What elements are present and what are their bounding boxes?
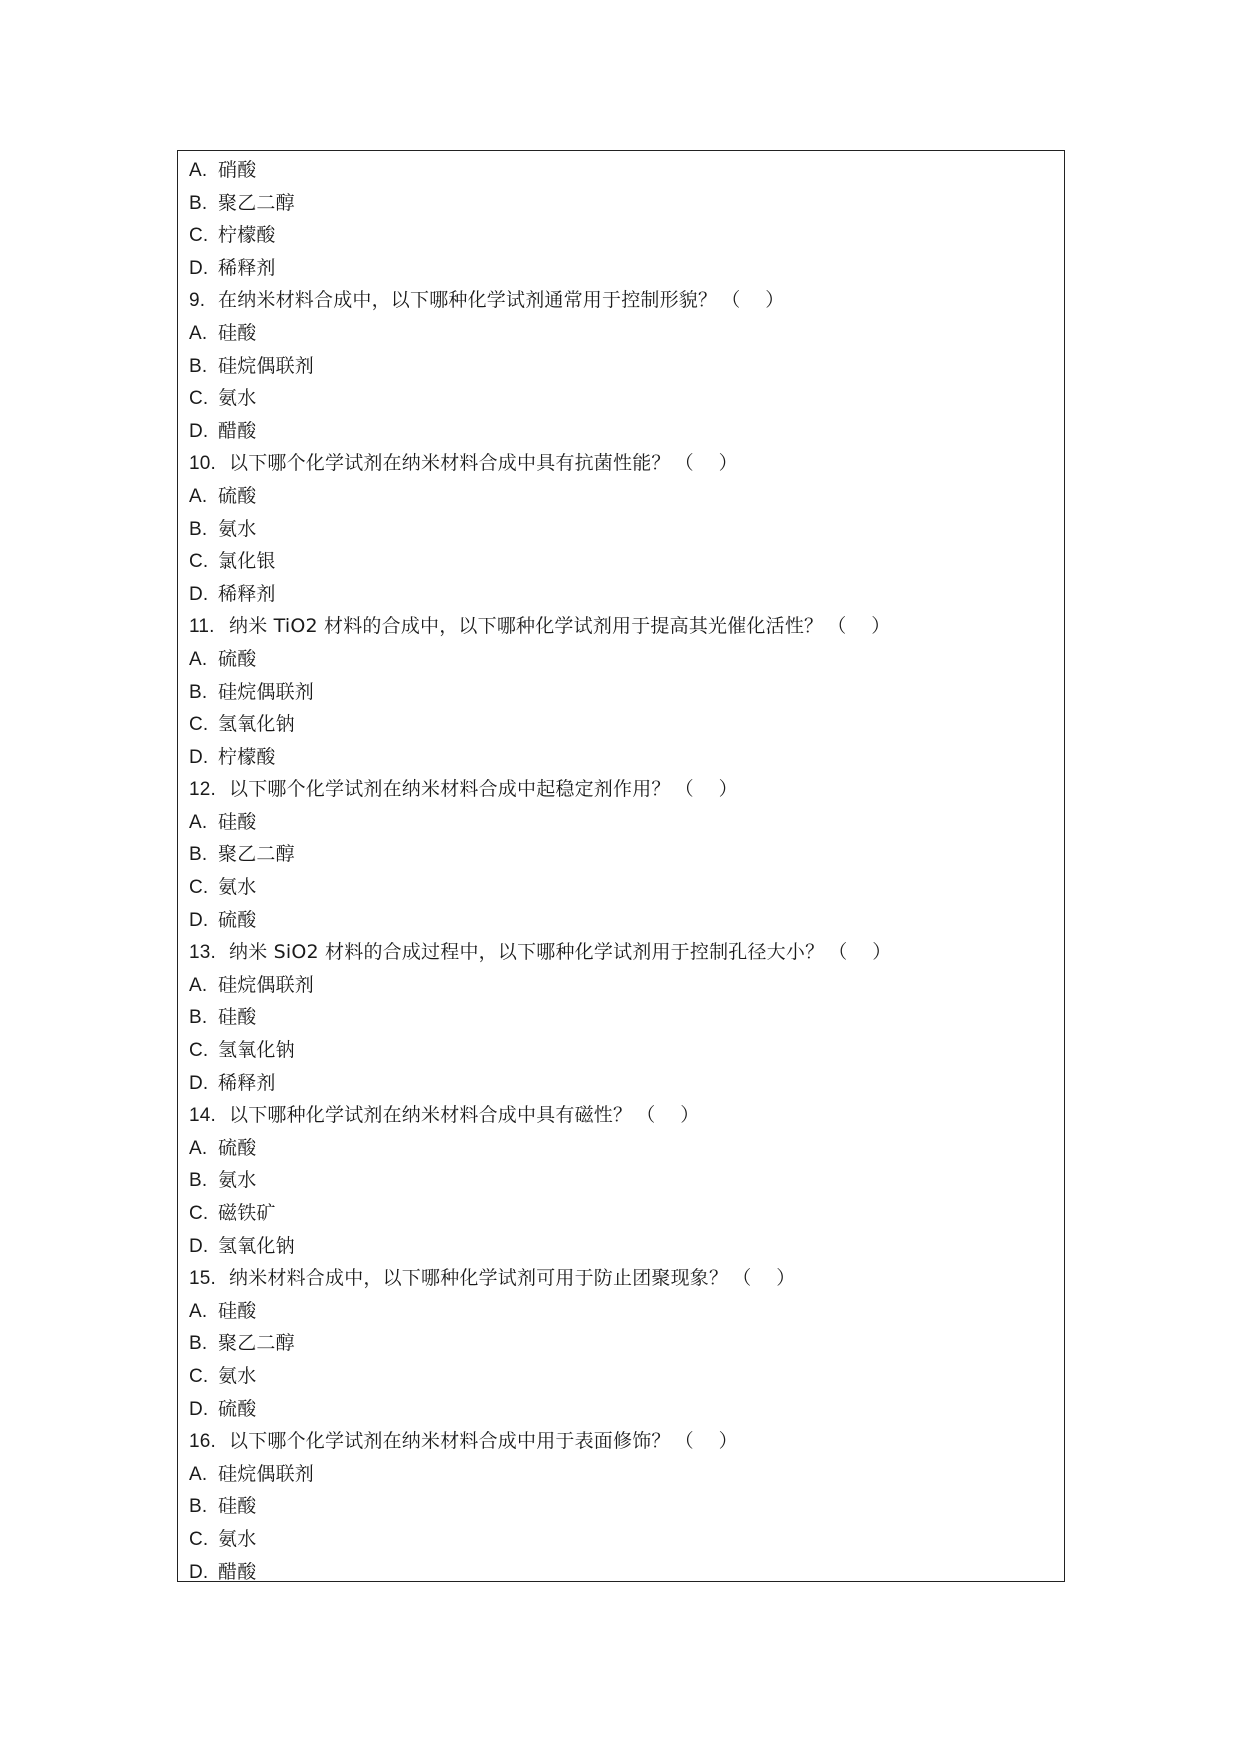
option-label: A. (189, 1463, 208, 1485)
question-number: 9. (189, 290, 206, 312)
answer-blank: （ ） (827, 615, 891, 638)
option-line (189, 350, 1059, 383)
option-line (189, 382, 1059, 415)
option-text: 稀释剂 (218, 1071, 276, 1094)
option-label: A. (189, 160, 208, 181)
option-label: D. (189, 583, 209, 605)
question-number: 13. (189, 942, 217, 964)
option-line (189, 187, 1059, 220)
option-label: A. (189, 1300, 208, 1322)
question-text: 以下哪个化学试剂在纳米材料合成中用于表面修饰？ (229, 1430, 671, 1453)
option-text: 氨水 (218, 387, 257, 410)
answer-blank: （ ） (636, 1104, 700, 1127)
option-text: 硅酸 (218, 1299, 257, 1322)
question-list (189, 154, 1059, 1588)
option-label: B. (189, 355, 208, 377)
option-label: C. (189, 1365, 209, 1387)
option-line (189, 643, 1059, 676)
question-number: 12. (189, 779, 217, 801)
option-text: 醋酸 (218, 1560, 257, 1583)
option-label: C. (189, 551, 209, 573)
option-text: 柠檬酸 (218, 745, 276, 768)
option-text: 硫酸 (218, 908, 257, 931)
question-16 (189, 1425, 1059, 1458)
option-text: 硅酸 (218, 321, 257, 344)
option-line (189, 1067, 1059, 1100)
option-line (189, 1001, 1059, 1034)
option-text: 稀释剂 (218, 256, 276, 279)
question-text: 纳米 SiO2 材料的合成过程中，以下哪种化学试剂用于控制孔径大小？ (229, 941, 825, 964)
option-label: D. (189, 420, 209, 442)
option-line (189, 480, 1059, 513)
option-line (189, 252, 1059, 285)
option-label: B. (189, 1007, 208, 1029)
option-text: 硝酸 (218, 159, 257, 181)
question-10 (189, 447, 1059, 480)
question-number: 10. (189, 453, 217, 475)
option-text: 硫酸 (218, 647, 257, 670)
question-text: 在纳米材料合成中，以下哪种化学试剂通常用于控制形貌？ (218, 289, 718, 312)
answer-blank: （ ） (828, 941, 892, 964)
option-text: 氢氧化钠 (218, 713, 295, 736)
question-text: 以下哪个化学试剂在纳米材料合成中起稳定剂作用？ (229, 778, 671, 801)
option-text: 硫酸 (218, 1136, 257, 1159)
option-label: D. (189, 1561, 209, 1583)
question-text: 以下哪个化学试剂在纳米材料合成中具有抗菌性能？ (229, 452, 671, 475)
option-label: D. (189, 1072, 209, 1094)
option-label: D. (189, 746, 209, 768)
option-text: 硅酸 (218, 810, 257, 833)
option-text: 氨水 (218, 1169, 257, 1192)
option-text: 磁铁矿 (218, 1202, 276, 1224)
option-label: B. (189, 844, 208, 866)
option-text: 聚乙二醇 (218, 191, 295, 214)
option-text: 硅烷偶联剂 (218, 973, 315, 996)
answer-blank: （ ） (674, 778, 738, 801)
option-line (189, 1132, 1059, 1165)
question-number: 11. (189, 616, 215, 638)
option-line (189, 871, 1059, 904)
option-label: A. (189, 485, 208, 507)
option-label: C. (189, 877, 209, 899)
option-label: B. (189, 1496, 208, 1518)
option-line (189, 1164, 1059, 1197)
question-14 (189, 1099, 1059, 1132)
option-line (189, 1197, 1059, 1230)
option-text: 柠檬酸 (218, 224, 276, 247)
option-label: B. (189, 681, 208, 703)
option-text: 稀释剂 (218, 582, 276, 605)
option-line (189, 838, 1059, 871)
question-text: 纳米材料合成中，以下哪种化学试剂可用于防止团聚现象？ (229, 1267, 729, 1290)
option-text: 硅烷偶联剂 (218, 354, 315, 377)
question-13 (189, 936, 1059, 969)
option-label: A. (189, 1137, 208, 1159)
option-label: B. (189, 192, 208, 214)
question-number: 14. (189, 1105, 217, 1127)
option-line (189, 1458, 1059, 1491)
option-line (189, 545, 1059, 578)
option-line (189, 676, 1059, 709)
question-text: 纳米 TiO2 材料的合成中，以下哪种化学试剂用于提高其光催化活性？ (229, 615, 824, 638)
option-text: 氨水 (218, 1364, 257, 1387)
option-line (189, 1295, 1059, 1328)
option-line (189, 1490, 1059, 1523)
question-number: 15. (189, 1268, 217, 1290)
option-label: D. (189, 909, 209, 931)
option-text: 硅烷偶联剂 (218, 680, 315, 703)
option-label: D. (189, 1398, 209, 1420)
option-label: A. (189, 811, 208, 833)
option-text: 氢氧化钠 (218, 1234, 295, 1257)
option-text: 氯化银 (218, 550, 276, 573)
option-text: 聚乙二醇 (218, 843, 295, 866)
option-line (189, 219, 1059, 252)
option-line (189, 741, 1059, 774)
option-label: A. (189, 974, 208, 996)
option-text: 氨水 (218, 876, 257, 899)
question-9 (189, 284, 1059, 317)
answer-blank: （ ） (674, 452, 738, 475)
option-label: B. (189, 518, 208, 540)
option-text: 醋酸 (218, 419, 257, 442)
option-text: 聚乙二醇 (218, 1332, 295, 1355)
question-11 (189, 610, 1059, 643)
option-label: B. (189, 1170, 208, 1192)
option-line (189, 578, 1059, 611)
option-label: C. (189, 1040, 209, 1062)
option-line (189, 1230, 1059, 1263)
option-label: D. (189, 1235, 209, 1257)
option-line (189, 969, 1059, 1002)
question-12 (189, 773, 1059, 806)
answer-blank: （ ） (721, 289, 785, 312)
option-label: B. (189, 1333, 208, 1355)
option-text: 硫酸 (218, 484, 257, 507)
option-line (189, 904, 1059, 937)
option-label: D. (189, 257, 209, 279)
question-15 (189, 1262, 1059, 1295)
option-label: C. (189, 1528, 209, 1550)
option-line (189, 1393, 1059, 1426)
option-text: 氨水 (218, 517, 257, 540)
option-line (189, 1034, 1059, 1067)
option-line (189, 154, 1059, 187)
option-text: 硅酸 (218, 1495, 257, 1518)
option-line (189, 513, 1059, 546)
option-text: 氢氧化钠 (218, 1039, 295, 1062)
option-label: C. (189, 225, 209, 247)
option-label: A. (189, 648, 208, 670)
option-line (189, 708, 1059, 741)
answer-blank: （ ） (732, 1267, 796, 1290)
option-text: 硅烷偶联剂 (218, 1462, 315, 1485)
answer-blank: （ ） (674, 1430, 738, 1453)
option-text: 硅酸 (218, 1006, 257, 1029)
question-number: 16. (189, 1431, 217, 1453)
option-line (189, 415, 1059, 448)
option-line (189, 1523, 1059, 1556)
option-line (189, 1556, 1059, 1589)
option-line (189, 1360, 1059, 1393)
question-text: 以下哪种化学试剂在纳米材料合成中具有磁性？ (229, 1104, 633, 1127)
option-text: 氨水 (218, 1527, 257, 1550)
option-text: 硫酸 (218, 1397, 257, 1420)
option-label: A. (189, 322, 208, 344)
option-line (189, 1327, 1059, 1360)
option-line (189, 317, 1059, 350)
option-label: C. (189, 714, 209, 736)
option-label: C. (189, 388, 209, 410)
option-line (189, 806, 1059, 839)
option-label: C. (189, 1203, 209, 1224)
